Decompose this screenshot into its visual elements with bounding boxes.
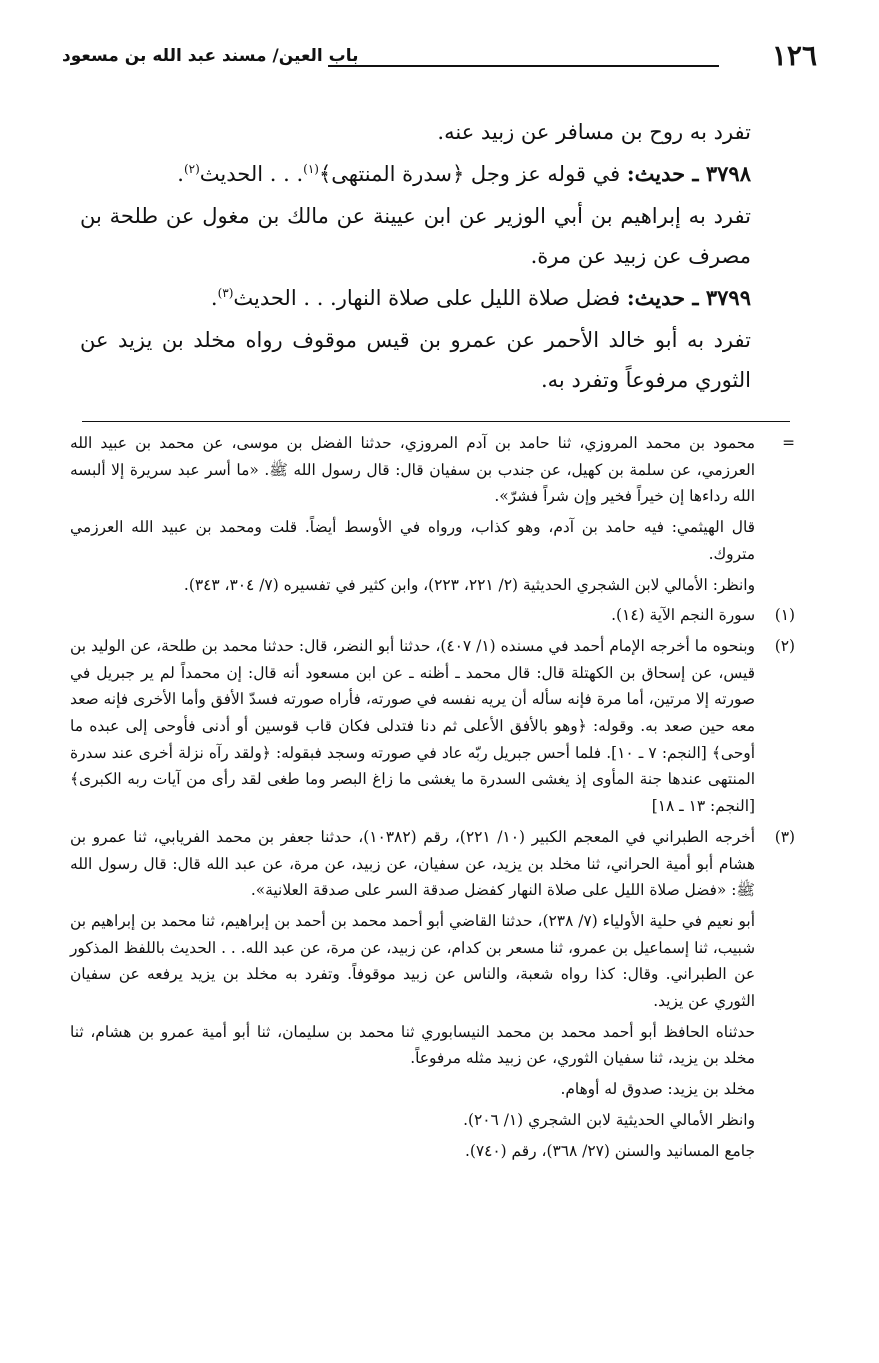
footnote-marker: = [782,434,795,452]
footnote-paragraph: أخرجه الطبراني في المعجم الكبير (١٠/ ٢٢١)، رقم (١٠٣٨٢)، حدثنا جعفر بن محمد الفريابي، ثنا عمرو بن هشام أبو أمية الحراني، ثنا مخلد بن يزيد، عن سفيان، عن زبيد، عن مرة، عن عبد الله قال: قال رسول الله ﷺ: «فضل صلاة الليل على صلاة النهار كفضل صدقة السر على صدقة العلانية». [70,827,756,900]
footnote-ref[interactable]: (٣) [217,286,234,300]
footnote-paragraph: قال الهيثمي: فيه حامد بن آدم، وهو كذاب، ورواه في الأوسط أيضاً. قلت ومحمد بن عبيد الله العرزمي متروك. [70,518,755,563]
footnote-marker: (٢) [774,636,795,655]
footnotes [70,430,795,1168]
hadith-number: ٣٧٩٨ ـ حديث: [626,161,751,186]
footnote-paragraph: وانظر الأمالي الحديثية لابن الشجري (١/ ٢٠٦). [463,1110,755,1129]
footnote-paragraph: وانظر: الأمالي لابن الشجري الحديثية (٢/ ٢٢١، ٢٢٣)، وابن كثير في تفسيره (٧/ ٣٠٤، ٣٤٣). [183,575,755,594]
footnote-marker: (١) [774,606,795,625]
footnote-paragraph: محمود بن محمد المروزي، ثنا حامد بن آدم المروزي، حدثنا الفضل بن موسى، عن محمد بن عبيد الله العرزمي، عن سلمة بن كهيل، عن جندب بن سفيان قال: قال رسول الله ﷺ. «ما أسر عبد سريرة إلا ألبسه الله رداءها إن خيراً فخير وإن شراً فشرّ». [70,434,755,506]
main-text [80,112,795,402]
hadith-text: . . . الحديث [199,162,304,186]
footnote-paragraph: أبو نعيم في حلية الأولياء (٧/ ٢٣٨)، حدثنا القاضي أبو أحمد محمد بن أحمد بن إبراهيم، ثنا محمد بن إبراهيم بن شبيب، ثنا إسماعيل بن عمرو، ثنا مسعر بن كدام، عن زبيد، عن مرة، عن عبد الله. . . الحديث باللفظ المذكور عن الطبراني. وقال: كذا رواه شعبة، والناس عن زبيد موقوفاً. وتفرد به مخلد بن يزيد يرفعه عن سفيان الثوري عن يزيد. [70,911,755,1011]
footnote-paragraph: سورة النجم الآية (١٤). [611,606,755,625]
hadith-number: ٣٧٩٩ ـ حديث: [626,285,751,310]
footnote-paragraph: وبنحوه ما أخرجه الإمام أحمد في مسنده (١/ ٤٠٧)، حدثنا أبو النضر، قال: حدثنا محمد بن طلحة، عن الوليد بن قيس، عن إسحاق بن الكهتلة قال: قال محمد ـ أظنه ـ عن ابن مسعود أنه قال: إن محمداً لم ير جبريل في صورته إلا مرتين، أما مرة فإنه سأله أن يريه نفسه في صورته، فأراه صورته فسدّ الأفق وأما الأخرى فإنه صعد معه حين صعد به. وقوله: ﴿وهو بالأفق الأعلى ثم دنا فتدلى فكان قاب قوسين أو أدنى فأوحى إلى عبده ما أوحى﴾ [النجم: ٧ ـ ١٠]. فلما أحس جبريل ربّه عاد في صورته وسجد فبقوله: ﴿ولقد رآه نزلة أخرى عند سدرة المنتهى عندها جنة المأوى إذ يغشى السدرة ما يغشى ما زاغ البصر وما طغى لقد رأى من آيات ربه الكبرى﴾ [النجم: ١٣ ـ ١٨] [70,636,755,816]
header-rule [328,65,719,67]
footnote-ref[interactable]: (٢) [183,162,200,176]
punctuation: . [177,162,184,186]
footnote-ref[interactable]: (١) [303,162,319,176]
footnote-3 [70,824,795,1164]
paragraph: تفرد به إبراهيم بن أبي الوزير عن ابن عيينة عن مالك بن مغول عن طلحة بن مصرف عن زبيد عن مرة. [80,204,751,268]
footnote-marker: (٣) [774,827,795,846]
footnote-divider [82,421,790,422]
hadith-text: في قوله عز وجل ﴿سدرة المنتهى﴾ [318,162,621,186]
paragraph: تفرد به أبو خالد الأحمر عن عمرو بن قيس موقوف رواه مخلد بن يزيد عن الثوري مرفوعاً وتفرد به. [80,328,751,392]
running-header [62,36,817,76]
footnote-continued [70,430,795,598]
chapter-title: باب العين/ مسند عبد الله بن مسعود [62,46,359,66]
footnote-paragraph: حدثناه الحافظ أبو أحمد محمد بن محمد النيسابوري ثنا محمد بن سليمان، ثنا أبو أمية عمرو بن هشام، ثنا مخلد بن يزيد، ثنا سفيان الثوري، عن زبيد مثله مرفوعاً. [70,1022,755,1068]
paragraph: تفرد به روح بن مسافر عن زبيد عنه. [437,120,751,144]
footnote-2 [70,633,795,820]
hadith-text: فضل صلاة الليل على صلاة النهار. . . الحديث [233,286,621,310]
page-number: ١٢٦ [771,39,817,72]
footnote-1 [70,602,795,629]
punctuation: . [210,286,218,310]
footnote-paragraph: مخلد بن يزيد: صدوق له أوهام. [560,1080,755,1099]
hadith-heading-3798 [80,154,795,194]
footnote-paragraph: جامع المسانيد والسنن (٢٧/ ٣٦٨)، رقم (٧٤٠). [464,1141,755,1160]
hadith-heading-3799 [80,278,795,318]
